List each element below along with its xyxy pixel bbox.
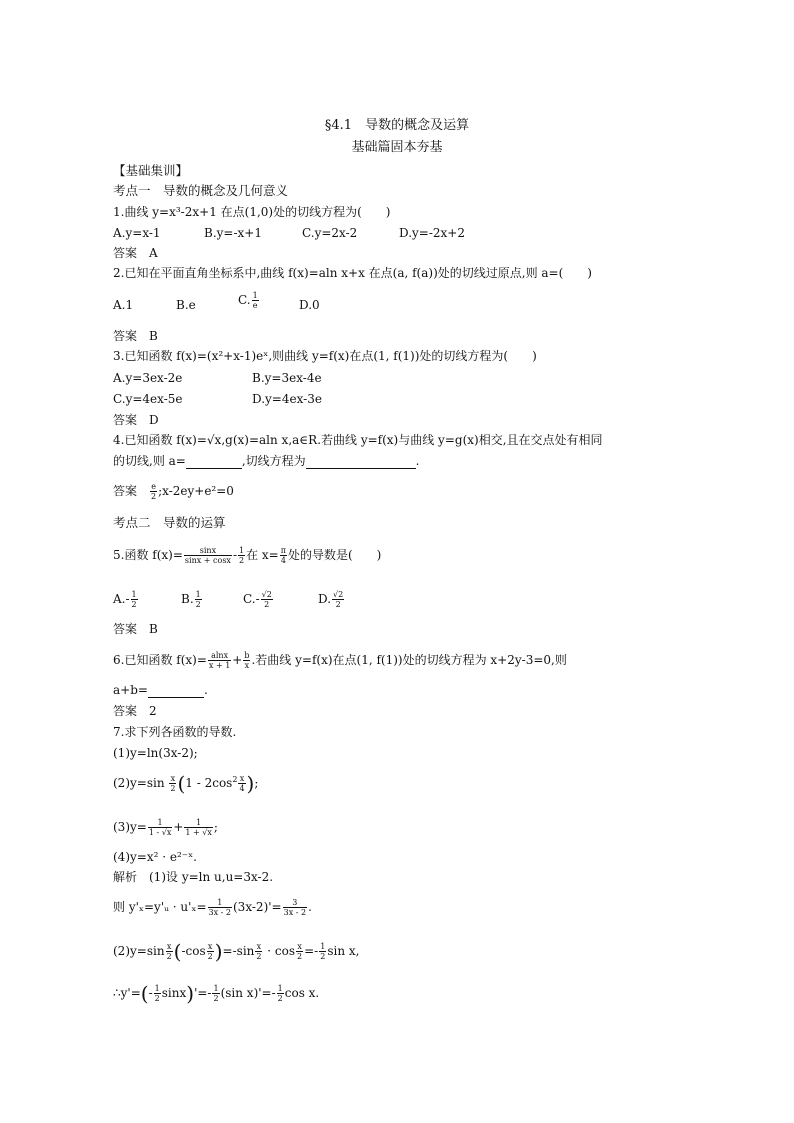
question-2-stem: 2.已知在平面直角坐标系中,曲线 f(x)=aln x+x 在点(a, f(a))处的切线过原点,则 a=( ) xyxy=(113,266,592,280)
topic-heading-1: 考点一 导数的概念及几何意义 xyxy=(113,183,289,198)
q7-part-1: (1)y=ln(3x-2); xyxy=(113,746,198,760)
sqrt-expression: √x xyxy=(206,433,222,447)
q5-option-a: A.- $\frac{1}{2}$ xyxy=(113,590,137,609)
q1-option-a: A.y=x-1 xyxy=(113,226,161,240)
section-heading: 【基础集训】 xyxy=(113,163,189,178)
q4-answer: 答案 $\frac{e}{2}$ ;x-2ey+e²=0 xyxy=(113,482,234,501)
question-6-stem: 6.已知函数 f(x)= $\frac{alnx}{x + 1}$ + $\frac{b}{x}$ .若曲线 y=f(x)在点(1, f(1))处的切线方程为 x+2y-3=0,则 xyxy=(113,651,567,670)
q7-solution-3: (2)y=sin $\frac{x}{2}$ (-cos $\frac{x}{2}$ )=-sin $\frac{x}{2}$ · cos $\frac{x}{2}$ =- $\frac{1}{2}$ sin x, xyxy=(113,939,360,964)
q3-answer: 答案 D xyxy=(113,413,159,427)
q3-option-a: A.y=3ex-2e xyxy=(113,371,183,385)
blank-a-plus-b[interactable] xyxy=(148,685,204,698)
question-5-stem: 5.函数 f(x)= $\frac{\sin x}{\sin x + \cos x}$ - $\frac{1}{2}$ 在 x= $\frac{\pi}{4}$ 处的导数是( ) xyxy=(113,546,382,565)
q2-option-c: C. $\frac{1}{e}$ xyxy=(238,291,258,310)
q7-solution-2: 则 y'ₓ=y'ᵤ · u'ₓ= $\frac{1}{3x - 2}$ (3x-2)'= $\frac{3}{3x - 2}$ . xyxy=(113,898,312,917)
q3-option-d: D.y=4ex-3e xyxy=(252,392,322,406)
q7-part-3: (3)y= $\frac{1}{1 - √x}$ + $\frac{1}{1 + √x}$ ; xyxy=(113,818,218,837)
question-3-stem: 3.已知函数 f(x)=(x²+x-1)eˣ,则曲线 y=f(x)在点(1, f(1))处的切线方程为( ) xyxy=(113,349,537,363)
q7-solution-1: 解析 (1)设 y=ln u,u=3x-2. xyxy=(113,870,274,884)
q2-option-a: A.1 xyxy=(113,298,134,312)
q7-part-2: (2)y=sin $\frac{x}{2}$ ($1 - 2\cos^2$ $\frac{x}{4}$ ); xyxy=(113,771,259,796)
q3-option-c: C.y=4ex-5e xyxy=(113,392,183,406)
question-6-line-2: a+b= . xyxy=(113,683,208,697)
q2-option-b: B.e xyxy=(176,298,196,312)
topic-heading-2: 考点二 导数的运算 xyxy=(113,515,226,530)
q2-answer: 答案 B xyxy=(113,329,158,343)
q7-part-4: (4)y=x² · e²⁻ˣ. xyxy=(113,850,197,864)
q5-option-b: B. $\frac{1}{2}$ xyxy=(181,590,201,609)
fraction: $\frac{1}{e}$ xyxy=(252,291,258,310)
q2-option-d: D.0 xyxy=(299,298,320,312)
blank-a[interactable] xyxy=(186,456,242,469)
q6-answer: 答案 2 xyxy=(113,704,157,718)
q1-option-b: B.y=-x+1 xyxy=(204,226,262,240)
question-7-stem: 7.求下列各函数的导数. xyxy=(113,725,237,739)
question-4-line-2: 的切线,则 a= ,切线方程为 . xyxy=(113,454,420,468)
q3-option-b: B.y=3ex-4e xyxy=(252,371,322,385)
q5-option-c: C.- $\frac{√2}{2}$ xyxy=(243,590,272,609)
q1-option-d: D.y=-2x+2 xyxy=(399,226,465,240)
blank-tangent[interactable] xyxy=(306,456,416,469)
page-title: §4.1 导数的概念及运算 xyxy=(324,118,470,133)
q5-answer: 答案 B xyxy=(113,622,158,636)
fraction: $\frac{e}{2}$ xyxy=(151,482,157,501)
question-1-stem: 1.曲线 y=x³-2x+1 在点(1,0)处的切线方程为( ) xyxy=(113,205,391,219)
q7-solution-4: ∴y'=(- $\frac{1}{2}$ sinx)'=- $\frac{1}{2}$ (sin x)'=- $\frac{1}{2}$ cos x. xyxy=(113,981,320,1006)
page-subtitle: 基础篇固本夯基 xyxy=(351,140,443,155)
q1-option-c: C.y=2x-2 xyxy=(302,226,358,240)
q5-option-d: D. $\frac{√2}{2}$ xyxy=(318,590,344,609)
q1-answer: 答案 A xyxy=(113,246,158,260)
question-4-line-1: 4.已知函数 f(x)=√x,g(x)=aln x,a∈R.若曲线 y=f(x)与曲线 y=g(x)相交,且在交点处有相同 xyxy=(113,433,603,447)
